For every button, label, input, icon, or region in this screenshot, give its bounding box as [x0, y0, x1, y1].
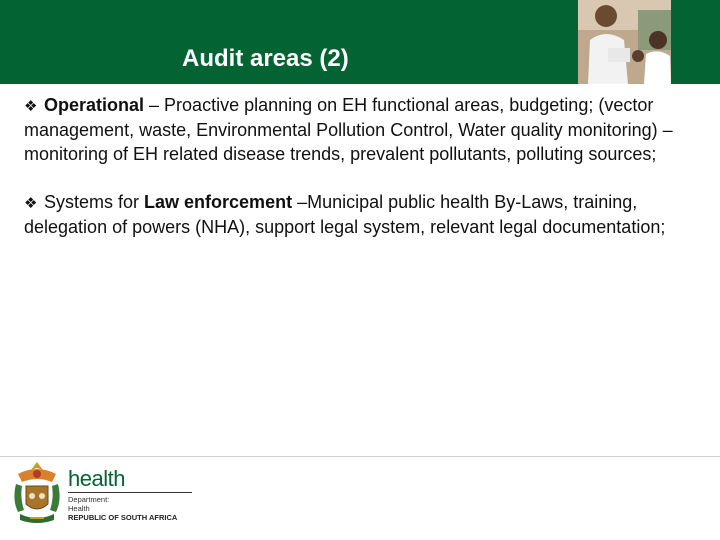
bullet-operational: [24, 93, 704, 166]
diamond-bullet-icon: ❖: [24, 194, 38, 212]
bullet-law-enforcement: [24, 190, 704, 239]
logo-wordmark: health: [68, 466, 125, 491]
health-logo: [10, 460, 200, 530]
bullet-heading: Law enforcement: [144, 192, 293, 212]
department-label: Department:: [68, 495, 110, 504]
slide-body: [24, 93, 704, 263]
country-name: REPUBLIC OF SOUTH AFRICA: [68, 513, 178, 522]
department-name: Health: [68, 504, 90, 513]
footer-divider: [0, 456, 720, 457]
bullet-text: – Proactive planning on EH functional areas, budgeting; (vector management, waste, Environmental Pollution Control, Water quality monitoring) – monitoring of EH related disease trends, prevalent pollutants, polluting sources;: [24, 95, 673, 164]
bullet-heading: Operational: [44, 95, 145, 115]
logo-divider: [68, 492, 192, 493]
coat-of-arms-icon: [10, 460, 64, 528]
diamond-bullet-icon: ❖: [24, 97, 38, 115]
slide-title: Audit areas (2): [182, 45, 349, 72]
header-photo: [578, 0, 671, 84]
bullet-lead: Systems for: [44, 192, 145, 212]
bullet-text: –Municipal public health By-Laws, training, delegation of powers (NHA), support legal system, relevant legal documentation;: [24, 192, 666, 237]
